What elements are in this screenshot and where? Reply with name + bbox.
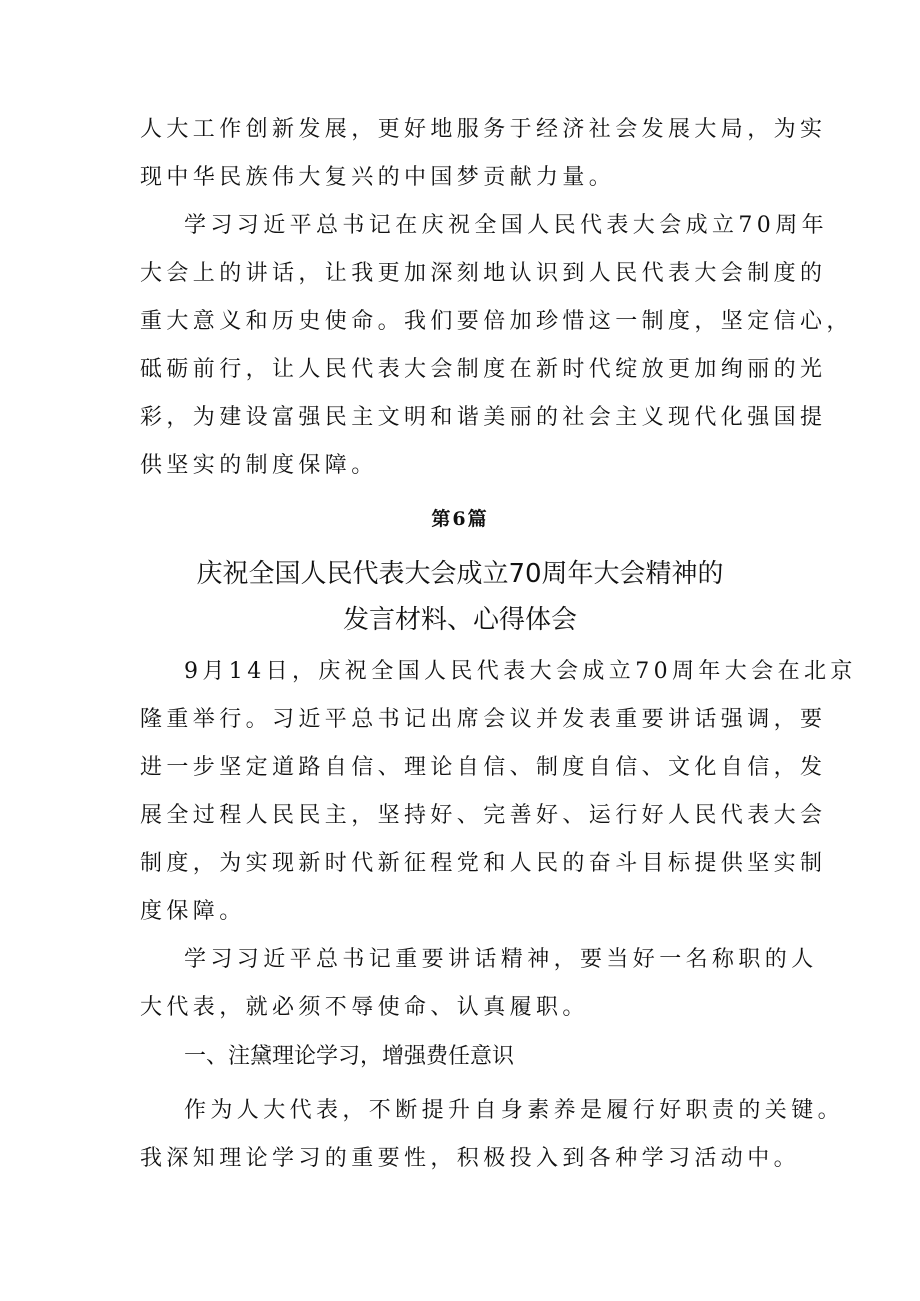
body-text-line: 现中华民族伟大复兴的中国梦贡献力量。 [140, 165, 616, 190]
body-text-line: 制度，为实现新时代新征程党和人民的奋斗目标提供坚实制 [140, 851, 827, 876]
article-title-line: 庆祝全国人民代表大会成立70周年大会精神的 [196, 559, 724, 589]
body-text-line: 进一步坚定道路自信、理论自信、制度自信、文化自信，发 [140, 755, 827, 780]
section-heading: 一、注黛理论学习，增强费任意识 [184, 1044, 515, 1069]
body-text-line: 大代表，就必须不辱使命、认真履职。 [140, 995, 589, 1020]
body-text-line: 学习习近平总书记在庆祝全国人民代表大会成立70周年 [184, 213, 828, 238]
body-text-line: 9月14日，庆祝全国人民代表大会成立70周年大会在北京 [184, 659, 857, 684]
body-text-line: 供坚实的制度保障。 [140, 453, 378, 478]
body-text-line: 重大意义和历史使命。我们要倍加珍惜这一制度，坚定信心， [140, 309, 853, 334]
body-text-line: 作为人大代表，不断提升自身素养是履行好职责的关键。 [184, 1098, 845, 1123]
article-title-line: 发言材料、心得体会 [342, 605, 577, 635]
chapter-label: 第6篇 [431, 508, 489, 530]
body-text-line: 学习习近平总书记重要讲话精神，要当好一名称职的人 [184, 947, 818, 972]
body-text-line: 大会上的讲话，让我更加深刻地认识到人民代表大会制度的 [140, 261, 827, 286]
body-text-line: 展全过程人民民主，坚持好、完善好、运行好人民代表大会 [140, 803, 827, 828]
body-text-line: 度保障。 [140, 899, 246, 924]
body-text-line: 我深知理论学习的重要性，积极投入到各种学习活动中。 [140, 1146, 801, 1171]
body-text-line: 隆重举行。习近平总书记出席会议并发表重要讲话强调，要 [140, 707, 827, 732]
body-text-line: 人大工作创新发展，更好地服务于经济社会发展大局，为实 [140, 117, 827, 142]
body-text-line: 彩，为建设富强民主文明和谐美丽的社会主义现代化强国提 [140, 405, 827, 430]
body-text-line: 砥砺前行，让人民代表大会制度在新时代绽放更加绚丽的光 [140, 357, 827, 382]
